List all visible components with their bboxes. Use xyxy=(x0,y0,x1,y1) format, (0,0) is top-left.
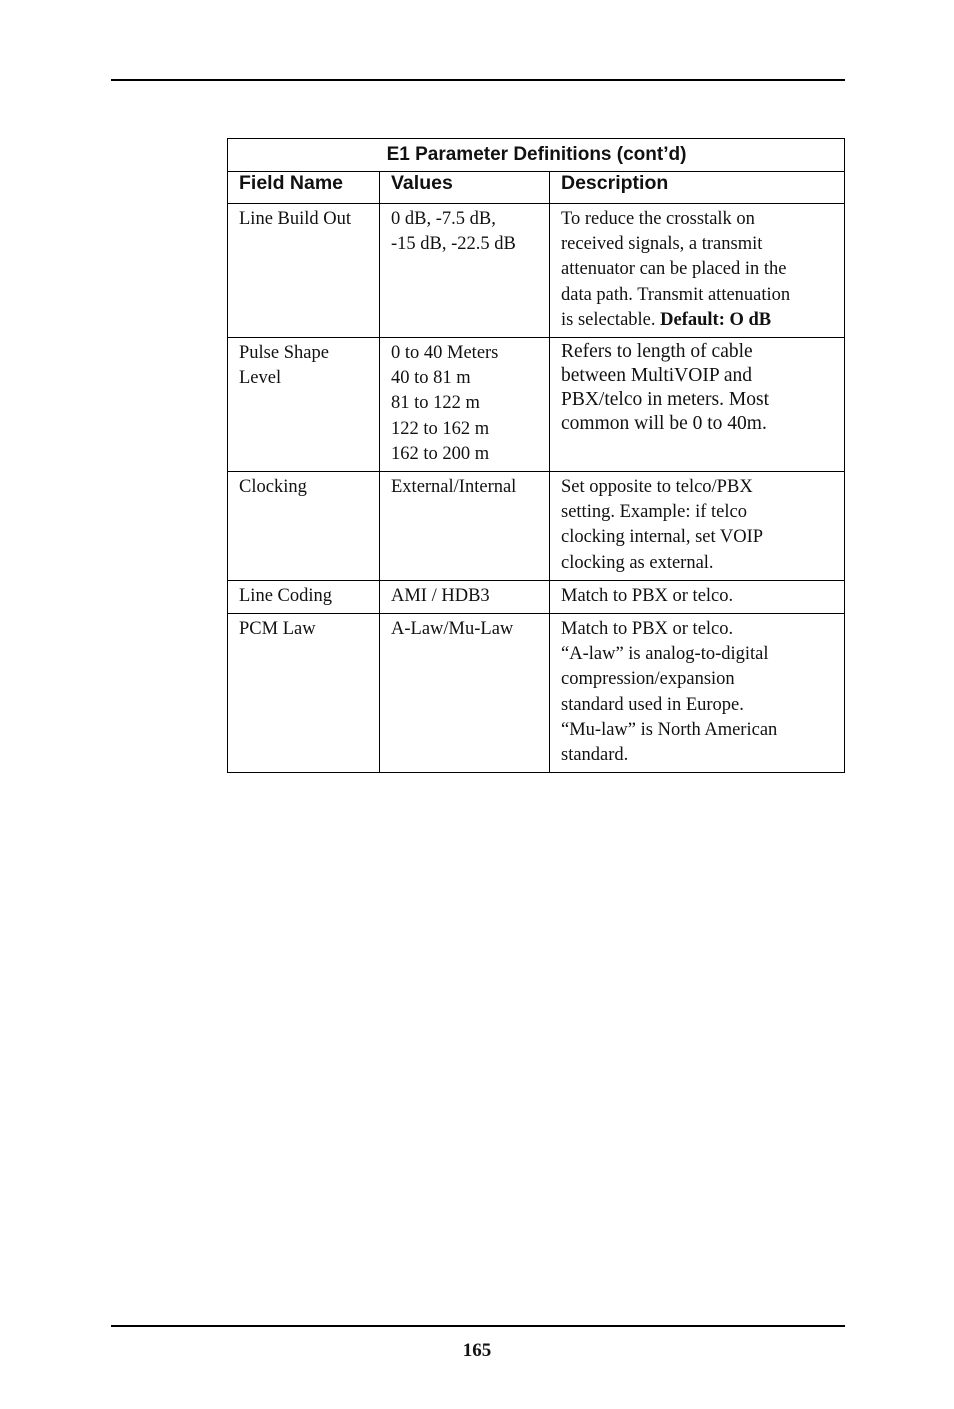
description-cell xyxy=(550,338,845,472)
table-row xyxy=(228,472,845,581)
field-text: Pulse Shape xyxy=(239,343,329,364)
table-row xyxy=(228,204,845,338)
description-cell xyxy=(550,614,845,773)
field-cell xyxy=(228,472,380,581)
header-rule xyxy=(111,79,845,81)
value-text: -15 dB, -22.5 dB xyxy=(391,234,516,255)
description-cell xyxy=(550,472,845,581)
field-cell xyxy=(228,204,380,338)
table-row xyxy=(228,614,845,773)
description-text: Set opposite to telco/PBX xyxy=(561,477,753,498)
table-row xyxy=(228,338,845,472)
description-text: standard used in Europe. xyxy=(561,694,744,715)
description-text: To reduce the crosstalk on xyxy=(561,209,755,229)
description-text: “A-law” is analog-to-digital xyxy=(561,644,769,665)
page-number: 165 xyxy=(462,1340,492,1361)
description-text: Match to PBX or telco. xyxy=(561,619,734,640)
value-text: 0 dB, -7.5 dB, xyxy=(391,209,496,229)
value-text: A-Law/Mu-Law xyxy=(391,619,514,640)
default-value: Default: O dB xyxy=(660,309,772,330)
description-cell xyxy=(550,204,845,338)
table-header-row xyxy=(228,172,845,204)
field-cell xyxy=(228,580,380,613)
description-text: clocking internal, set VOIP xyxy=(561,527,764,548)
footer-rule xyxy=(111,1325,845,1327)
values-cell xyxy=(380,580,550,613)
description-text: attenuator can be placed in the xyxy=(561,259,787,280)
field-text: Clocking xyxy=(239,477,307,498)
values-cell xyxy=(380,472,550,581)
field-text: Level xyxy=(239,368,282,389)
field-text: PCM Law xyxy=(239,619,316,640)
description-text: received signals, a transmit xyxy=(561,234,763,255)
values-cell xyxy=(380,204,550,338)
values-cell xyxy=(380,338,550,472)
e1-parameter-table xyxy=(227,138,845,773)
value-text: AMI / HDB3 xyxy=(391,585,490,606)
value-text: External/Internal xyxy=(391,477,517,498)
description-last-line xyxy=(561,308,834,333)
header-description: Description xyxy=(550,172,845,204)
value-text: 81 to 122 m xyxy=(391,393,480,414)
description-text: data path. Transmit attenuation xyxy=(561,284,791,305)
value-text: 122 to 162 m xyxy=(391,418,490,439)
description-text: PBX/telco in meters. Most xyxy=(561,389,769,411)
field-text: Line Build Out xyxy=(239,209,352,229)
values-cell xyxy=(380,614,550,773)
description-text: clocking as external. xyxy=(561,552,714,573)
field-cell xyxy=(228,338,380,472)
table-row xyxy=(228,580,845,613)
description-text: compression/expansion xyxy=(561,669,735,690)
description-text: common will be 0 to 40m. xyxy=(561,413,767,435)
description-text: setting. Example: if telco xyxy=(561,502,747,523)
value-text: 40 to 81 m xyxy=(391,368,471,389)
value-text: 0 to 40 Meters xyxy=(391,343,499,364)
description-text: Match to PBX or telco. xyxy=(561,585,734,606)
value-text: 162 to 200 m xyxy=(391,443,490,464)
header-values: Values xyxy=(380,172,550,204)
description-text: Refers to length of cable xyxy=(561,341,753,363)
description-text: is selectable. xyxy=(561,309,661,330)
table-caption: E1 Parameter Definitions (cont’d) xyxy=(228,139,845,172)
description-text: standard. xyxy=(561,745,629,766)
header-field-name: Field Name xyxy=(228,172,380,204)
field-text: Line Coding xyxy=(239,585,333,606)
description-cell xyxy=(550,580,845,613)
field-cell xyxy=(228,614,380,773)
description-text: “Mu-law” is North American xyxy=(561,719,778,740)
table-caption-row xyxy=(228,139,845,172)
description-text: between MultiVOIP and xyxy=(561,365,752,387)
